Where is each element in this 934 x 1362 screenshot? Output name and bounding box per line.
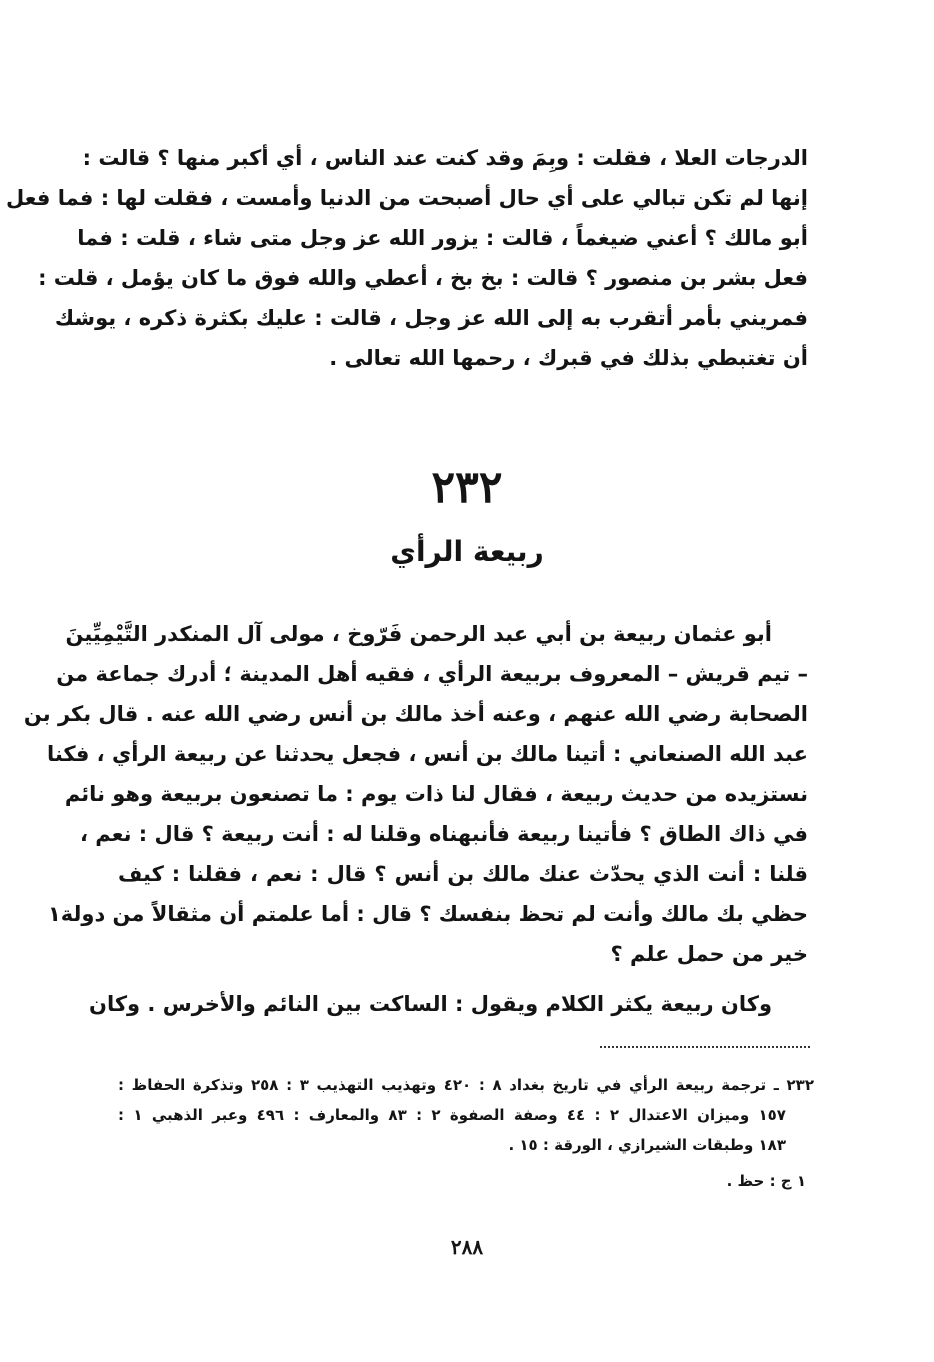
closing-paragraph — [89, 984, 808, 1024]
text-line: وكان ربيعة يكثر الكلام ويقول : الساكت بين النائم والأخرس . وكان — [89, 992, 772, 1016]
text-line: أبو عثمان ربيعة بن أبي عبد الرحمن فَرّوخ ، مولى آل المنكدر التَّيْمِيِّينَ — [65, 622, 772, 646]
entry-title: ربيعة الرأي — [390, 535, 544, 568]
text-line: نستزيده من حديث ربيعة ، فقال لنا ذات يوم : ما تصنعون بربيعة وهو نائم — [64, 782, 808, 806]
text-line: في ذاك الطاق ؟ فأتينا ربيعة فأنبهناه وقلنا له : أنت ربيعة ؟ قال : نعم ، — [80, 822, 808, 846]
text-line: عبد الله الصنعاني : أتينا مالك بن أنس ، فجعل يحدثنا عن ربيعة الرأي ، فكنا — [46, 742, 808, 766]
text-line: فعل بشر بن منصور ؟ قالت : بخ بخ ، أعطي والله فوق ما كان يؤمل ، قلت : — [38, 266, 808, 290]
text-line: إنها لم تكن تبالي على أي حال أصبحت من الدنيا وأمست ، فقلت لها : فما فعل — [6, 186, 808, 210]
text-line: الدرجات العلا ، فقلت : وبِمَ وقد كنت عند الناس ، أي أكبر منها ؟ قالت : — [82, 146, 808, 170]
footnote-line: ١٨٣ وطبقات الشيرازي ، الورقة : ١٥ . — [508, 1136, 786, 1154]
footnote-line: ٢٣٢ ـ ترجمة ربيعة الرأي في تاريخ بغداد ٨ : ٤٢٠ وتهذيب التهذيب ٣ : ٢٥٨ وتذكرة الحفاظ : — [118, 1076, 814, 1094]
biography-paragraph — [23, 614, 808, 974]
footnotes — [118, 1070, 814, 1196]
text-line: حظي بك مالك وأنت لم تحظ بنفسك ؟ قال : أما علمتم أن مثقالاً من دولة١ — [47, 902, 808, 926]
text-line: قلنا : أنت الذي يحدّث عنك مالك بن أنس ؟ قال : نعم ، فقلنا : كيف — [118, 862, 808, 886]
footnote-note: ١ ج : حظ . — [726, 1172, 806, 1190]
text-line: الصحابة رضي الله عنهم ، وعنه أخذ مالك بن أنس رضي الله عنه . قال بكر بن — [23, 702, 808, 726]
text-line: خير من حمل علم ؟ — [610, 942, 808, 966]
text-line: أبو مالك ؟ أعني ضيغماً ، قالت : يزور الله عز وجل متى شاء ، قلت : فما — [77, 226, 808, 250]
text-line: – تيم قريش – المعروف بربيعة الرأي ، فقيه أهل المدينة ؛ أدرك جماعة من — [56, 662, 808, 686]
footnote-divider — [600, 1046, 810, 1048]
page-number: ٢٨٨ — [450, 1235, 484, 1259]
continued-paragraph — [6, 138, 808, 378]
text-line: أن تغتبطي بذلك في قبرك ، رحمها الله تعالى . — [329, 346, 808, 370]
entry-number: ٢٣٢ — [431, 462, 503, 513]
footnote-line: ١٥٧ وميزان الاعتدال ٢ : ٤٤ وصفة الصفوة ٢ : ٨٣ والمعارف : ٤٩٦ وعبر الذهبي ١ : — [118, 1106, 786, 1124]
text-line: فمريني بأمر أتقرب به إلى الله عز وجل ، قالت : عليك بكثرة ذكره ، يوشك — [54, 306, 808, 330]
